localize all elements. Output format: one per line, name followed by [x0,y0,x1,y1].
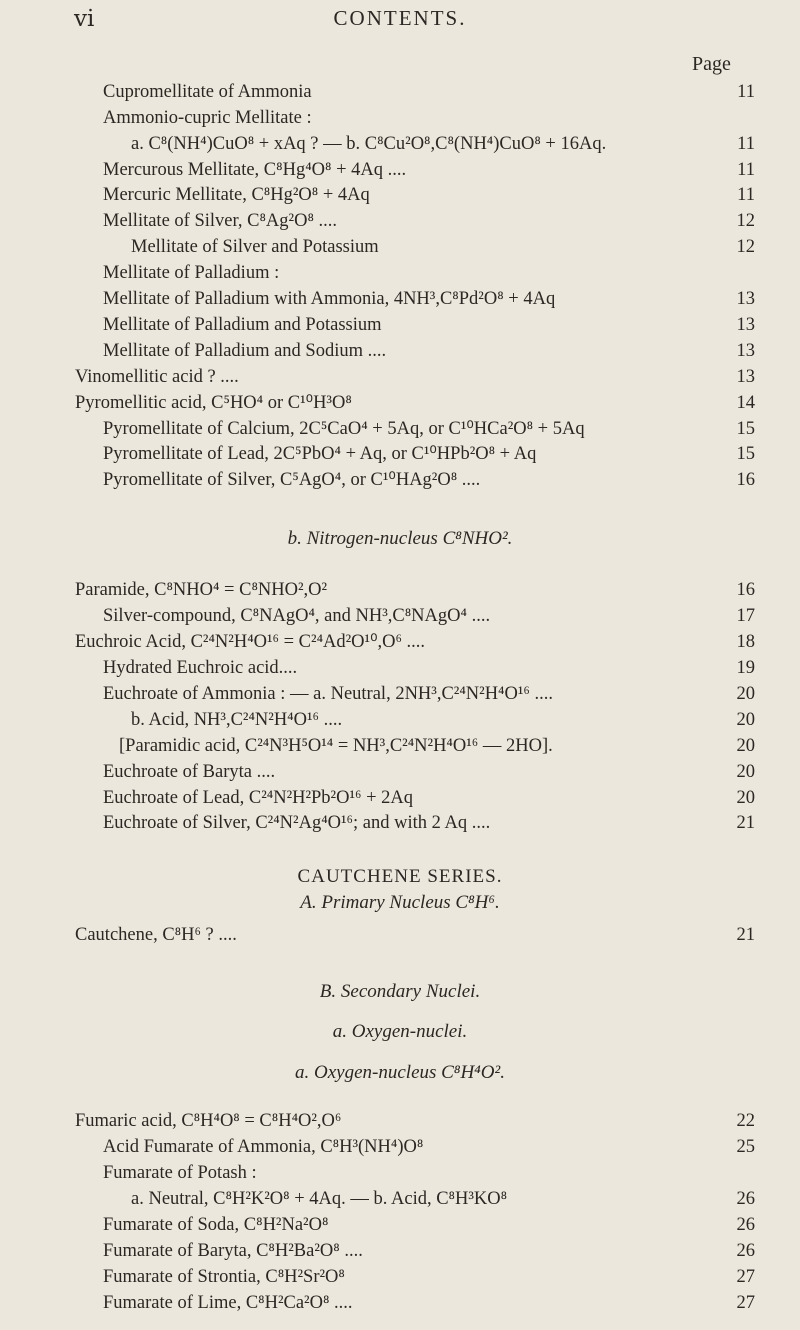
contents-entry [0,313,800,337]
entry-text: Mellitate of Palladium : [103,263,280,283]
entry-page-number: 11 [737,82,755,102]
entry-text: Fumarate of Potash : [103,1163,257,1183]
contents-entry [0,1291,800,1315]
entry-page-number: 13 [736,315,755,335]
entry-text: Fumarate of Baryta, C⁸H²Ba²O⁸ .... [103,1241,363,1261]
page-column-header: Page [692,53,731,75]
entry-page-number: 13 [736,367,755,387]
contents-entry [0,365,800,389]
entry-text: Silver-compound, C⁸NAgO⁴, and NH³,C⁸NAgO⁴ .... [103,606,491,626]
entry-text: a. Neutral, C⁸H²K²O⁸ + 4Aq. — b. Acid, C⁸H³KO⁸ [131,1189,508,1209]
entry-text: Fumarate of Strontia, C⁸H²Sr²O⁸ [103,1267,345,1287]
contents-entry [0,1187,800,1211]
entry-text: Fumarate of Lime, C⁸H²Ca²O⁸ .... [103,1293,353,1313]
section-heading: a. Oxygen-nuclei. [332,1021,468,1042]
entry-text: Acid Fumarate of Ammonia, C⁸H³(NH⁴)O⁸ [103,1137,424,1157]
contents-entry [0,1265,800,1289]
entry-text: Mellitate of Silver, C⁸Ag²O⁸ .... [103,211,338,231]
entry-page-number: 16 [736,470,755,490]
contents-entry [0,708,800,732]
entry-page-number: 15 [736,444,755,464]
contents-entry [0,760,800,784]
entry-page-number: 25 [736,1137,755,1157]
running-title: CONTENTS. [333,6,467,30]
entry-text: Mellitate of Silver and Potassium [131,237,379,257]
entry-page-number: 13 [736,289,755,309]
entry-text: Mercuric Mellitate, C⁸Hg²O⁸ + 4Aq [103,185,370,205]
contents-entry [0,106,800,130]
entry-page-number: 15 [736,419,755,439]
entry-text: Euchroate of Ammonia : — a. Neutral, 2NH³,C²⁴N²H⁴O¹⁶ .... [103,684,553,704]
entry-page-number: 26 [736,1215,755,1235]
entry-text: Hydrated Euchroic acid.... [103,658,298,678]
entry-page-number: 20 [736,762,755,782]
entry-page-number: 11 [737,134,755,154]
contents-entry [0,261,800,285]
entry-text: Ammonio-cupric Mellitate : [103,108,312,128]
contents-entry [0,923,800,947]
entry-text: Mellitate of Palladium with Ammonia, 4NH³,C⁸Pd²O⁸ + 4Aq [103,289,556,309]
page-number: vi [74,6,95,32]
contents-entry [0,468,800,492]
entry-page-number: 20 [736,788,755,808]
entry-page-number: 19 [736,658,755,678]
entry-text: b. Acid, NH³,C²⁴N²H⁴O¹⁶ .... [131,710,343,730]
entry-page-number: 21 [736,813,755,833]
entry-page-number: 20 [736,684,755,704]
contents-entry [0,604,800,628]
entry-page-number: 13 [736,341,755,361]
entry-page-number: 14 [736,393,755,413]
entry-text: Pyromellitic acid, C⁵HO⁴ or C¹⁰H³O⁸ [75,393,352,413]
section-heading: CAUTCHENE SERIES. [297,866,503,887]
entry-text: Fumaric acid, C⁸H⁴O⁸ = C⁸H⁴O²,O⁶ [75,1111,342,1131]
contents-entry [0,630,800,654]
contents-entry [0,132,800,156]
entry-page-number: 21 [736,925,755,945]
entry-text: Euchroic Acid, C²⁴N²H⁴O¹⁶ = C²⁴Ad²O¹⁰,O⁶ .... [75,632,426,652]
entry-text: Mellitate of Palladium and Sodium .... [103,341,387,361]
entry-text: Pyromellitate of Calcium, 2C⁵CaO⁴ + 5Aq, or C¹⁰HCa²O⁸ + 5Aq [103,419,585,439]
contents-entry [0,578,800,602]
contents-entry [0,391,800,415]
contents-entry [0,442,800,466]
entry-page-number: 20 [736,710,755,730]
contents-entry [0,417,800,441]
contents-entry [0,656,800,680]
contents-entry [0,1213,800,1237]
entry-text: Cautchene, C⁸H⁶ ? .... [75,925,237,945]
entry-text: Euchroate of Lead, C²⁴N²H²Pb²O¹⁶ + 2Aq [103,788,414,808]
entry-page-number: 22 [736,1111,755,1131]
entry-page-number: 17 [736,606,755,626]
contents-entry [0,80,800,104]
contents-entry [0,1135,800,1159]
entry-text: Fumarate of Soda, C⁸H²Na²O⁸ [103,1215,329,1235]
section-heading: a. Oxygen-nucleus C⁸H⁴O². [295,1062,505,1083]
entry-page-number: 26 [736,1189,755,1209]
contents-entry [0,235,800,259]
contents-entry [0,682,800,706]
entry-text: [Paramidic acid, C²⁴N³H⁵O¹⁴ = NH³,C²⁴N²H⁴O¹⁶ — 2HO]. [119,736,553,756]
entry-text: Mellitate of Palladium and Potassium [103,315,382,335]
contents-entry [0,786,800,810]
entry-text: Paramide, C⁸NHO⁴ = C⁸NHO²,O² [75,580,328,600]
section-heading: A. Primary Nucleus C⁸H⁶. [300,892,500,913]
entry-page-number: 12 [736,211,755,231]
entry-page-number: 11 [737,160,755,180]
contents-entry [0,811,800,835]
entry-page-number: 16 [736,580,755,600]
section-heading: b. Nitrogen-nucleus C⁸NHO². [287,528,513,549]
entry-text: Vinomellitic acid ? .... [75,367,239,387]
entry-page-number: 26 [736,1241,755,1261]
entry-text: Pyromellitate of Lead, 2C⁵PbO⁴ + Aq, or C¹⁰HPb²O⁸ + Aq [103,444,537,464]
entry-page-number: 27 [736,1267,755,1287]
entry-page-number: 27 [736,1293,755,1313]
section-heading: B. Secondary Nuclei. [319,981,481,1002]
contents-entry [0,158,800,182]
contents-entry [0,1109,800,1133]
entry-text: Cupromellitate of Ammonia [103,82,312,102]
entry-text: a. C⁸(NH⁴)CuO⁸ + xAq ? — b. C⁸Cu²O⁸,C⁸(NH⁴)CuO⁸ + 16Aq. [131,134,607,154]
entry-text: Pyromellitate of Silver, C⁵AgO⁴, or C¹⁰HAg²O⁸ .... [103,470,481,490]
entry-page-number: 12 [736,237,755,257]
contents-entry [0,339,800,363]
entry-page-number: 11 [737,185,755,205]
contents-entry [0,287,800,311]
contents-entry [0,1161,800,1185]
contents-entry [0,1239,800,1263]
entry-text: Mercurous Mellitate, C⁸Hg⁴O⁸ + 4Aq .... [103,160,407,180]
contents-entry [0,183,800,207]
contents-entry [0,209,800,233]
contents-entry [0,734,800,758]
entry-page-number: 18 [736,632,755,652]
entry-page-number: 20 [736,736,755,756]
entry-text: Euchroate of Baryta .... [103,762,276,782]
entry-text: Euchroate of Silver, C²⁴N²Ag⁴O¹⁶; and with 2 Aq .... [103,813,491,833]
